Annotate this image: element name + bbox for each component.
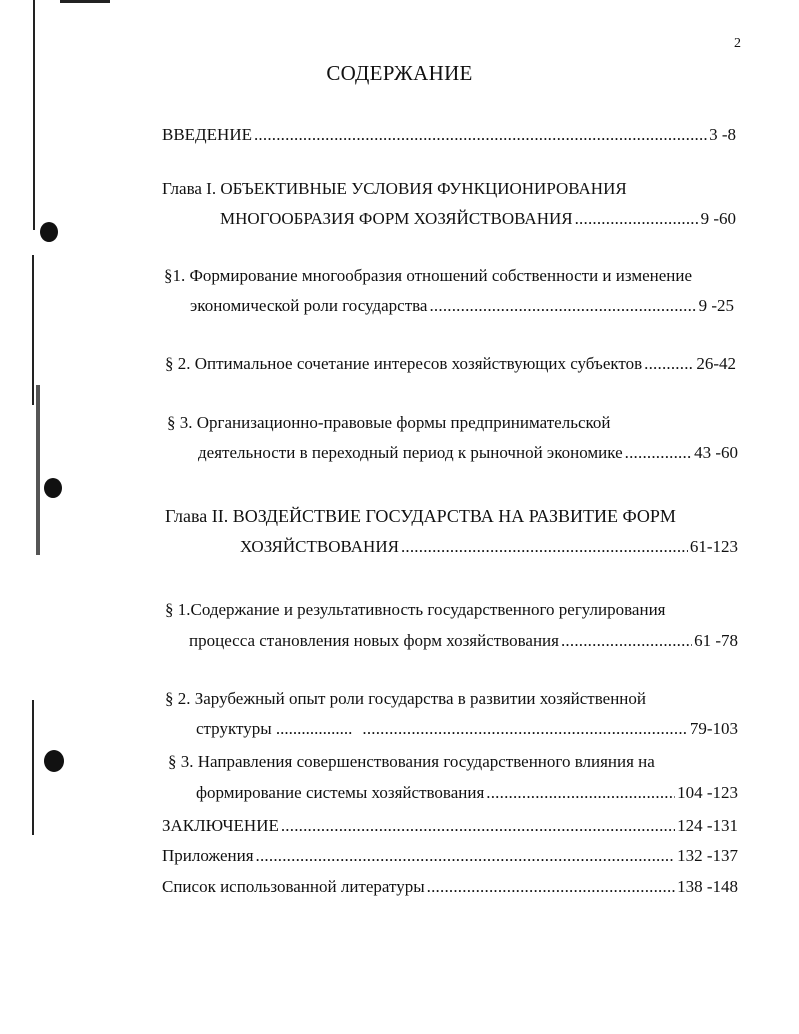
toc-label: ЗАКЛЮЧЕНИЕ — [162, 816, 279, 835]
chapter-heading: Глава I. ОБЪЕКТИВНЫЕ УСЛОВИЯ ФУНКЦИОНИРОВАНИЯ — [162, 179, 627, 198]
leader-dots — [362, 718, 687, 740]
scan-margin-line — [32, 255, 34, 405]
toc-label: МНОГООБРАЗИЯ ФОРМ ХОЗЯЙСТВОВАНИЯ — [220, 209, 573, 228]
scan-top-mark — [60, 0, 110, 3]
toc-pages: 26-42 — [696, 354, 736, 373]
toc-label: процесса становления новых форм хозяйствования — [189, 631, 559, 650]
section-heading: § 3. Направления совершенствования государственного влияния на — [168, 752, 655, 771]
toc-pages: 61-123 — [689, 537, 738, 556]
section-heading: § 3. Организационно-правовые формы предпринимательской — [167, 413, 611, 432]
toc-label: Приложения — [162, 846, 254, 865]
leader-dots — [256, 845, 676, 867]
toc-entry-ch1-s2[interactable] — [165, 353, 736, 375]
toc-pages: 43 -60 — [694, 443, 738, 462]
scan-margin-line — [36, 385, 40, 555]
chapter-heading: Глава II. ВОЗДЕЙСТВИЕ ГОСУДАРСТВА НА РАЗВИТИЕ ФОРМ — [165, 506, 676, 526]
toc-pages: 104 -123 — [677, 783, 738, 802]
leader-dots — [281, 815, 675, 837]
toc-entry-chapter-1[interactable] — [220, 208, 736, 230]
leader-dots — [254, 124, 707, 146]
toc-pages: 124 -131 — [677, 816, 738, 835]
toc-entry-conclusion[interactable] — [162, 815, 738, 837]
section-heading: § 2. Зарубежный опыт роли государства в развитии хозяйственной — [165, 689, 647, 708]
toc-pages: 79-103 — [689, 719, 738, 738]
toc-pages: 9 -25 — [698, 296, 734, 315]
leader-dots — [644, 353, 694, 375]
toc-pages: 3 -8 — [709, 125, 736, 144]
toc-entry-appendix[interactable] — [162, 845, 738, 867]
leader-dots — [625, 442, 692, 464]
page-number: 2 — [734, 36, 741, 51]
page-title: СОДЕРЖАНИЕ — [326, 61, 473, 85]
toc-label: деятельности в переходный период к рыночной экономике — [198, 443, 623, 462]
toc-pages: 132 -137 — [677, 846, 738, 865]
scan-blot — [44, 478, 62, 498]
toc-entry-ch1-s1[interactable] — [190, 295, 734, 317]
toc-label: § 2. Оптимальное сочетание интересов хозяйствующих субъектов — [165, 354, 643, 373]
leader-dots — [427, 876, 675, 898]
leader-dots — [486, 782, 675, 804]
toc-label: ВВЕДЕНИЕ — [162, 125, 252, 144]
toc-pages: 9 -60 — [700, 209, 736, 228]
scan-margin-line — [33, 0, 35, 230]
leader-dots — [561, 630, 692, 652]
toc-entry-references[interactable] — [162, 876, 738, 898]
toc-label: ХОЗЯЙСТВОВАНИЯ — [240, 537, 399, 556]
toc-pages: 138 -148 — [677, 877, 738, 896]
toc-entry-ch2-s2[interactable] — [196, 718, 738, 740]
toc-entry-ch1-s3[interactable] — [198, 442, 738, 464]
section-heading: § 1.Содержание и результативность государственного регулирования — [165, 600, 666, 619]
toc-pages: 61 -78 — [694, 631, 738, 650]
toc-entry-intro[interactable] — [162, 124, 736, 146]
scan-blot — [44, 750, 64, 772]
toc-entry-ch2-s1[interactable] — [189, 630, 738, 652]
scan-blot — [40, 222, 58, 242]
toc-label: формирование системы хозяйствования — [196, 783, 485, 802]
toc-label: Список использованной литературы — [162, 877, 425, 896]
toc-label: экономической роли государства — [190, 296, 428, 315]
toc-entry-chapter-2[interactable] — [240, 536, 738, 558]
toc-label: структуры .................. — [196, 719, 353, 738]
scan-margin-line — [32, 700, 34, 835]
section-heading: §1. Формирование многообразия отношений собственности и изменение — [164, 266, 693, 285]
toc-entry-ch2-s3[interactable] — [196, 782, 738, 804]
leader-dots — [401, 536, 688, 558]
leader-dots — [429, 295, 696, 317]
leader-dots — [575, 208, 699, 230]
